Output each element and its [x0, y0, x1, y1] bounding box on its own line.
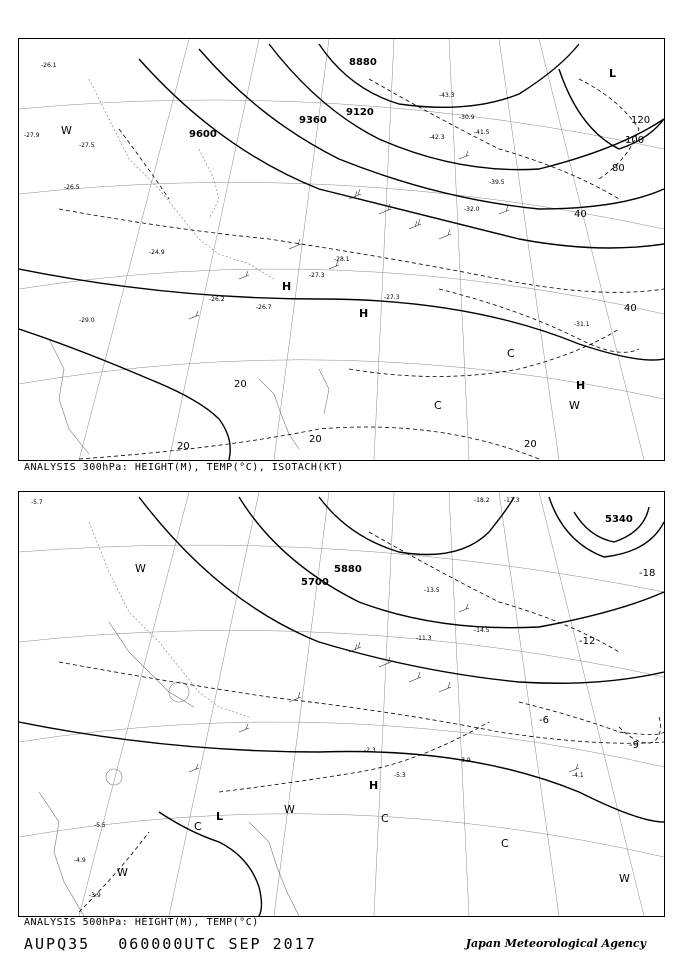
cold-center: C — [194, 820, 202, 833]
temperature-contours — [59, 532, 664, 912]
warm-center: W — [619, 872, 630, 885]
map-panel-300hpa — [18, 38, 665, 461]
caption-300hpa: ANALYSIS 300hPa: HEIGHT(M), TEMP(°C), ISOTACH(KT) — [24, 462, 344, 473]
weather-map-300hpa — [19, 39, 664, 460]
warm-center: W — [569, 399, 580, 412]
high-center: H — [282, 280, 292, 293]
temp-label: -12 — [579, 636, 596, 647]
station-temp: -24.9 — [149, 249, 165, 256]
station-temp: -2.3 — [364, 747, 376, 754]
height-label: 9360 — [299, 115, 327, 126]
isotach-label: 40 — [574, 209, 587, 220]
station-temp: -5.7 — [31, 499, 43, 506]
cold-center: C — [501, 837, 509, 850]
chart-identifier — [24, 935, 345, 953]
station-temp: -26.5 — [64, 184, 80, 191]
station-temp: -3.9 — [459, 757, 471, 764]
station-temp: -14.5 — [474, 627, 490, 634]
high-center: H — [576, 379, 586, 392]
isotach-label: 40 — [624, 303, 637, 314]
weather-map-500hpa — [19, 492, 664, 916]
low-center: L — [609, 67, 617, 80]
station-temp: -5.3 — [394, 772, 406, 779]
temp-label: -6 — [539, 715, 549, 726]
station-temp: -27.3 — [309, 272, 325, 279]
graticule — [19, 39, 664, 460]
station-temp: -39.5 — [489, 179, 505, 186]
temp-label: -18 — [639, 568, 656, 579]
agency-credit: Japan Meteorological Agency — [465, 937, 646, 950]
station-temp: -27.5 — [79, 142, 95, 149]
warm-center: W — [284, 803, 295, 816]
station-temp: -17.3 — [504, 497, 520, 504]
station-wind-barbs — [189, 604, 579, 772]
height-contours — [19, 44, 664, 460]
station-temp: -27.3 — [384, 294, 400, 301]
isotach-label: 20 — [177, 441, 190, 452]
high-center: H — [369, 779, 379, 792]
height-contours — [19, 497, 664, 916]
warm-center: W — [135, 562, 146, 575]
station-temp: -32.0 — [464, 206, 480, 213]
station-temp: -26.2 — [209, 296, 225, 303]
graticule — [19, 492, 664, 916]
station-temp-group — [24, 62, 590, 328]
pressure-center-group — [117, 562, 630, 885]
station-temp: -5.5 — [94, 822, 106, 829]
station-temp: -41.5 — [474, 129, 490, 136]
low-center: L — [216, 810, 224, 823]
height-label: 5880 — [334, 564, 362, 575]
isotach-label: 20 — [524, 439, 537, 450]
station-temp: -43.3 — [439, 92, 455, 99]
warm-center: W — [117, 866, 128, 879]
station-temp: -3.9 — [89, 892, 101, 899]
station-temp: -18.2 — [474, 497, 490, 504]
station-temp: -26.7 — [256, 304, 272, 311]
height-label: 5700 — [301, 577, 329, 588]
station-temp: -27.9 — [24, 132, 40, 139]
cold-center: C — [507, 347, 515, 360]
valid-time: 060000UTC SEP 2017 — [118, 935, 317, 953]
station-temp: -30.9 — [459, 114, 475, 121]
station-temp: -31.1 — [574, 321, 590, 328]
high-center: H — [359, 307, 369, 320]
station-temp: -13.5 — [424, 587, 440, 594]
station-temp: -4.9 — [74, 857, 86, 864]
temp-label: -9 — [629, 740, 639, 751]
height-label: 9600 — [189, 129, 217, 140]
station-temp: -28.1 — [334, 256, 350, 263]
height-label: 9120 — [346, 107, 374, 118]
isotach-label: 100 — [625, 135, 645, 146]
station-temp: -26.1 — [41, 62, 57, 69]
isotach-label: 120 — [631, 115, 651, 126]
station-temp: -11.3 — [416, 635, 432, 642]
height-label: 5340 — [605, 514, 633, 525]
cold-center: C — [381, 812, 389, 825]
station-temp: -4.1 — [572, 772, 584, 779]
cold-center: C — [434, 399, 442, 412]
station-temp: -42.3 — [429, 134, 445, 141]
warm-center: W — [61, 124, 72, 137]
temp-label-group — [539, 568, 655, 751]
isotach-label: 20 — [234, 379, 247, 390]
isotach-label: 20 — [309, 434, 322, 445]
map-panel-500hpa — [18, 491, 665, 917]
chart-id: AUPQ35 — [24, 935, 91, 953]
caption-500hpa: ANALYSIS 500hPa: HEIGHT(M), TEMP(°C) — [24, 917, 259, 928]
station-temp: -29.0 — [79, 317, 95, 324]
isotach-label: 80 — [612, 163, 625, 174]
height-label: 8880 — [349, 57, 377, 68]
